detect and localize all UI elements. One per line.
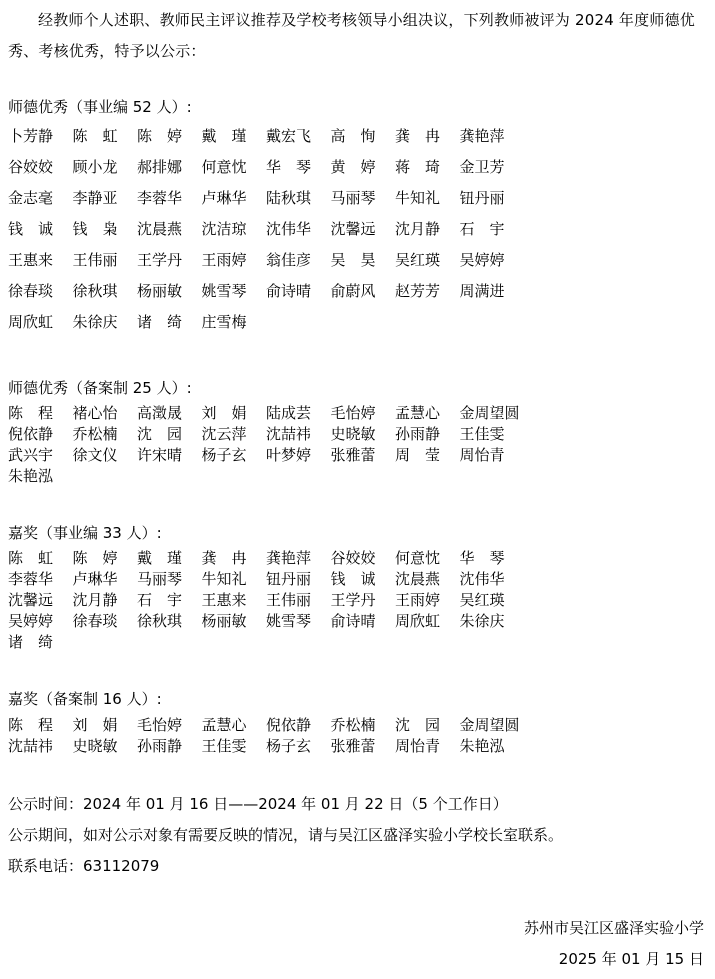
teacher-name: 吴婷婷: [8, 612, 54, 630]
teacher-name: 周怡青: [459, 446, 505, 464]
teacher-name: 沈喆祎: [266, 425, 312, 443]
teacher-name: 沈月静: [395, 220, 441, 238]
teacher-name: 何意忱: [201, 158, 247, 176]
teacher-name: 诸 绮: [8, 633, 54, 651]
teacher-name: 石 宇: [137, 591, 183, 609]
school-name: 苏州市吴江区盛泽实验小学: [523, 919, 704, 937]
teacher-name: 杨丽敏: [201, 612, 247, 630]
name-row: [8, 424, 708, 445]
teacher-name: 马丽琴: [137, 570, 183, 588]
teacher-name: 金周望圆: [459, 716, 520, 734]
teacher-name: 石 宇: [459, 220, 505, 238]
teacher-name: 金周望圆: [459, 404, 520, 422]
name-row: [8, 281, 708, 312]
teacher-name: 庄雪梅: [201, 313, 247, 331]
teacher-name: 牛知礼: [201, 570, 247, 588]
teacher-name: 钮丹丽: [266, 570, 312, 588]
teacher-name: 蒋 琦: [395, 158, 441, 176]
teacher-name: 钱 诚: [330, 570, 376, 588]
name-row: [8, 250, 708, 281]
teacher-name: 周 莹: [395, 446, 441, 464]
name-row: [8, 590, 708, 611]
teacher-name: 徐春琰: [72, 612, 118, 630]
teacher-name: 许宋晴: [137, 446, 183, 464]
teacher-name: 倪依静: [8, 425, 54, 443]
teacher-name: 乔松楠: [330, 716, 376, 734]
name-row: [8, 403, 708, 424]
teacher-name: 陈 虹: [72, 127, 118, 145]
teacher-name: 褚心怡: [72, 404, 118, 422]
teacher-name: 陈 程: [8, 716, 54, 734]
teacher-name: 赵芳芳: [395, 282, 441, 300]
teacher-name: 朱徐庆: [72, 313, 118, 331]
teacher-name: 王惠来: [8, 251, 54, 269]
name-row: [8, 736, 708, 757]
teacher-name: 马丽琴: [330, 189, 376, 207]
teacher-name: 姚雪琴: [201, 282, 247, 300]
teacher-name: 王雨婷: [395, 591, 441, 609]
teacher-name: 孟慧心: [201, 716, 247, 734]
teacher-name: 沈 园: [137, 425, 183, 443]
teacher-name: 姚雪琴: [266, 612, 312, 630]
contact-phone: 联系电话：63112079: [8, 857, 160, 875]
teacher-name: 陆成芸: [266, 404, 312, 422]
name-row: [8, 126, 708, 157]
teacher-name: 叶梦婷: [266, 446, 312, 464]
name-row: [8, 632, 708, 653]
teacher-name: 沈喆祎: [8, 737, 54, 755]
teacher-name: 沈 园: [395, 716, 441, 734]
publicity-period: 公示时间：2024 年 01 月 16 日——2024 年 01 月 22 日（5 个工作日）: [8, 795, 508, 813]
teacher-name: 陈 程: [8, 404, 54, 422]
teacher-name: 徐秋琪: [137, 612, 183, 630]
teacher-name: 孙雨静: [395, 425, 441, 443]
teacher-name: 华 琴: [266, 158, 312, 176]
teacher-name: 张雅蕾: [330, 446, 376, 464]
teacher-name: 王伟丽: [266, 591, 312, 609]
teacher-name: 金卫芳: [459, 158, 505, 176]
teacher-name: 王佳雯: [201, 737, 247, 755]
teacher-name: 吴红瑛: [459, 591, 505, 609]
teacher-name: 朱艳泓: [8, 467, 54, 485]
teacher-name: 沈馨远: [8, 591, 54, 609]
section-title-commend-staff: 嘉奖（事业编 33 人）:: [8, 524, 162, 542]
teacher-name: 华 琴: [459, 549, 505, 567]
teacher-name: 翁佳彦: [266, 251, 312, 269]
teacher-name: 李静亚: [72, 189, 118, 207]
teacher-name: 王学丹: [330, 591, 376, 609]
teacher-name: 孟慧心: [395, 404, 441, 422]
teacher-name: 沈伟华: [459, 570, 505, 588]
teacher-name: 武兴宇: [8, 446, 54, 464]
teacher-name: 沈洁琼: [201, 220, 247, 238]
teacher-name: 沈月静: [72, 591, 118, 609]
teacher-name: 王佳雯: [459, 425, 505, 443]
teacher-name: 钮丹丽: [459, 189, 505, 207]
teacher-name: 黄 婷: [330, 158, 376, 176]
teacher-name: 俞诗晴: [266, 282, 312, 300]
teacher-name: 杨子玄: [266, 737, 312, 755]
teacher-name: 周满进: [459, 282, 505, 300]
teacher-name: 刘 娟: [72, 716, 118, 734]
teacher-name: 史晓敏: [72, 737, 118, 755]
teacher-name: 俞蔚风: [330, 282, 376, 300]
teacher-name: 张雅蕾: [330, 737, 376, 755]
teacher-name: 龚 冉: [395, 127, 441, 145]
teacher-name: 王雨婷: [201, 251, 247, 269]
feedback-notice: 公示期间，如对公示对象有需要反映的情况，请与吴江区盛泽实验小学校长室联系。: [8, 826, 564, 844]
teacher-name: 顾小龙: [72, 158, 118, 176]
teacher-name: 戴 瑾: [201, 127, 247, 145]
teacher-name: 毛怡婷: [330, 404, 376, 422]
name-row: [8, 188, 708, 219]
teacher-name: 谷姣姣: [8, 158, 54, 176]
teacher-name: 李蓉华: [137, 189, 183, 207]
name-row: [8, 569, 708, 590]
teacher-name: 龚艳萍: [266, 549, 312, 567]
teacher-name: 李蓉华: [8, 570, 54, 588]
teacher-name: 沈晨燕: [137, 220, 183, 238]
teacher-name: 王学丹: [137, 251, 183, 269]
teacher-name: 杨子玄: [201, 446, 247, 464]
teacher-name: 陆秋琪: [266, 189, 312, 207]
section-title-commend-contract: 嘉奖（备案制 16 人）:: [8, 690, 162, 708]
teacher-name: 何意忱: [395, 549, 441, 567]
name-list-commend-contract: [8, 715, 708, 757]
teacher-name: 王惠来: [201, 591, 247, 609]
section-title-ethics-contract: 师德优秀（备案制 25 人）:: [8, 379, 192, 397]
teacher-name: 钱 诚: [8, 220, 54, 238]
teacher-name: 周欣虹: [395, 612, 441, 630]
teacher-name: 周怡青: [395, 737, 441, 755]
issue-date: 2025 年 01 月 15 日: [558, 950, 704, 968]
teacher-name: 谷姣姣: [330, 549, 376, 567]
name-row: [8, 312, 708, 343]
name-list-ethics-contract: [8, 403, 708, 487]
teacher-name: 卢琳华: [72, 570, 118, 588]
teacher-name: 吴 昊: [330, 251, 376, 269]
teacher-name: 沈馨远: [330, 220, 376, 238]
teacher-name: 牛知礼: [395, 189, 441, 207]
name-row: [8, 548, 708, 569]
teacher-name: 诸 绮: [137, 313, 183, 331]
teacher-name: 吴婷婷: [459, 251, 505, 269]
teacher-name: 徐秋琪: [72, 282, 118, 300]
teacher-name: 龚艳萍: [459, 127, 505, 145]
teacher-name: 周欣虹: [8, 313, 54, 331]
teacher-name: 孙雨静: [137, 737, 183, 755]
teacher-name: 沈晨燕: [395, 570, 441, 588]
name-row: [8, 157, 708, 188]
section-title-ethics-staff: 师德优秀（事业编 52 人）:: [8, 98, 192, 116]
name-row: [8, 445, 708, 466]
name-row: [8, 466, 708, 487]
teacher-name: 卜芳静: [8, 127, 54, 145]
teacher-name: 徐文仪: [72, 446, 118, 464]
teacher-name: 龚 冉: [201, 549, 247, 567]
name-list-commend-staff: [8, 548, 708, 653]
name-list-ethics-staff: [8, 126, 708, 343]
teacher-name: 朱艳泓: [459, 737, 505, 755]
teacher-name: 朱徐庆: [459, 612, 505, 630]
teacher-name: 毛怡婷: [137, 716, 183, 734]
intro-paragraph: 经教师个人述职、教师民主评议推荐及学校考核领导小组决议，下列教师被评为 2024 年度师德优秀、考核优秀，特予以公示：: [8, 11, 695, 60]
name-row: [8, 219, 708, 250]
teacher-name: 陈 婷: [72, 549, 118, 567]
teacher-name: 卢琳华: [201, 189, 247, 207]
name-row: [8, 611, 708, 632]
teacher-name: 郝排娜: [137, 158, 183, 176]
teacher-name: 史晓敏: [330, 425, 376, 443]
teacher-name: 吴红瑛: [395, 251, 441, 269]
teacher-name: 徐春琰: [8, 282, 54, 300]
teacher-name: 乔松楠: [72, 425, 118, 443]
teacher-name: 王伟丽: [72, 251, 118, 269]
teacher-name: 刘 娟: [201, 404, 247, 422]
teacher-name: 陈 婷: [137, 127, 183, 145]
teacher-name: 陈 虹: [8, 549, 54, 567]
teacher-name: 钱 枭: [72, 220, 118, 238]
teacher-name: 高 恂: [330, 127, 376, 145]
teacher-name: 高澂晟: [137, 404, 183, 422]
teacher-name: 倪依静: [266, 716, 312, 734]
teacher-name: 戴宏飞: [266, 127, 312, 145]
teacher-name: 杨丽敏: [137, 282, 183, 300]
teacher-name: 沈云萍: [201, 425, 247, 443]
teacher-name: 金志毫: [8, 189, 54, 207]
name-row: [8, 715, 708, 736]
teacher-name: 戴 瑾: [137, 549, 183, 567]
teacher-name: 沈伟华: [266, 220, 312, 238]
teacher-name: 俞诗晴: [330, 612, 376, 630]
